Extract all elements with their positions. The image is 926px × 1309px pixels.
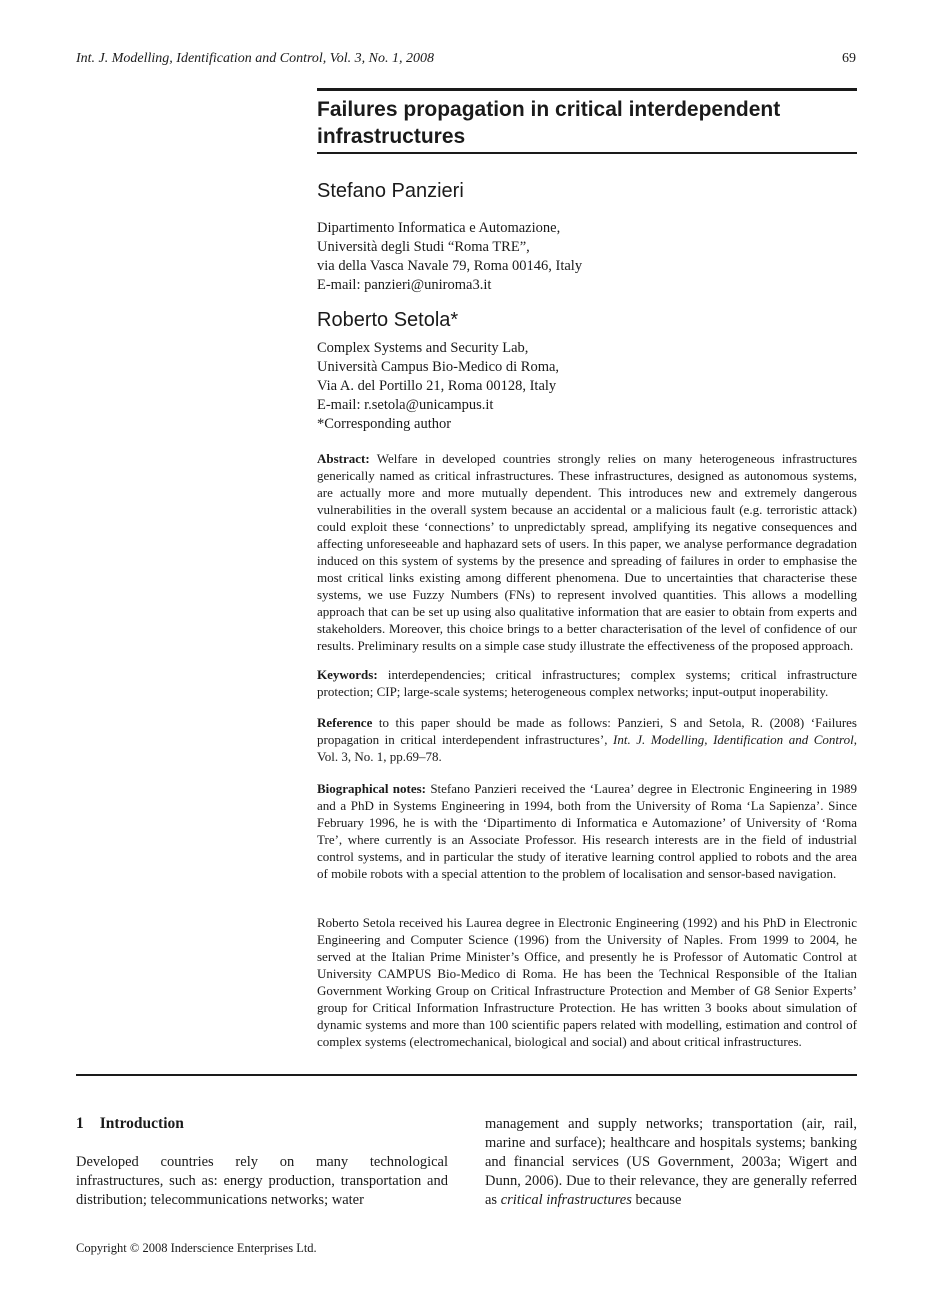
affiliation-line: Università Campus Bio-Medico di Roma, xyxy=(317,359,560,375)
abstract-bottom-rule xyxy=(76,1074,857,1076)
intro-left-column: Developed countries rely on many technological infrastructures, such as: energy production, transportation and distribution; telecommunications networks; water xyxy=(76,1154,448,1208)
reference-label: Reference xyxy=(317,715,373,730)
intro-right-text-end: because xyxy=(635,1192,682,1208)
bio-panzieri: Stefano Panzieri received the ‘Laurea’ degree in Electronic Engineering in 1989 and a PhD in Systems Engineering in 1994, both from the University of Roma ‘La Sapienza’. Since February 1996, he is with the ‘Dipartimento di Informatica e Automazione’ of University of ‘Roma Tre’, where currently is an Associate Professor. His research interests are in the field of industrial control systems, and in particular the study of iterative learning control applied to robots and the area of mobile robots with a special attention to the problem of localisation and sensor-based navigation. xyxy=(317,781,857,881)
running-head xyxy=(76,51,856,67)
keywords-label: Keywords: xyxy=(317,667,378,682)
reference-journal: Int. J. Modelling, Identification and Control xyxy=(613,732,854,747)
intro-right-column xyxy=(485,1115,857,1210)
abstract xyxy=(317,450,857,654)
affiliation-line: Complex Systems and Security Lab, xyxy=(317,340,529,356)
page-number: 69 xyxy=(842,51,856,66)
author-name-1: Stefano Panzieri xyxy=(317,180,464,202)
affiliation-line: Dipartimento Informatica e Automazione, xyxy=(317,220,561,236)
bio-setola: Roberto Setola received his Laurea degree in Electronic Engineering (1992) and his PhD in Electronic Engineering and Computer Science (1996) from the University of Naples. From 1999 to 2004, he served at the Italian Prime Minister’s Office, and presently he is Professor of Automatic Control at University CAMPUS Bio-Medico di Roma. He has been the Technical Responsible of the Italian Government Working Group on Critical Infrastructure Protection and Member of G8 Senior Experts’ group for Critical Information Infrastructure Protection. He has written 3 books about simulation of dynamic systems and more than 100 scientific papers related with modelling, estimation and control of complex systems (electromechanical, biological and social) and about critical infrastructures. xyxy=(317,915,857,1049)
affiliation-email: E-mail: r.setola@unicampus.it xyxy=(317,397,494,413)
title-top-rule xyxy=(317,88,857,91)
section-number: 1 xyxy=(76,1115,84,1132)
title-bottom-rule xyxy=(317,152,857,154)
affiliation-line: via della Vasca Navale 79, Roma 00146, Italy xyxy=(317,258,583,274)
biographical-notes xyxy=(317,780,857,882)
abstract-label: Abstract: xyxy=(317,451,370,466)
author-affiliation-1 xyxy=(317,219,857,295)
keywords xyxy=(317,666,857,700)
affiliation-email: E-mail: panzieri@uniroma3.it xyxy=(317,277,492,293)
section-heading-introduction xyxy=(76,1115,184,1133)
bio-label: Biographical notes: xyxy=(317,781,427,796)
paper-title: Failures propagation in critical interdependent infrastructures xyxy=(317,98,781,148)
affiliation-line: Università degli Studi “Roma TRE”, xyxy=(317,239,530,255)
author-name-2: Roberto Setola* xyxy=(317,309,459,331)
intro-italic-term: critical infrastructures xyxy=(500,1192,632,1208)
affiliation-line: Via A. del Portillo 21, Roma 00128, Italy xyxy=(317,378,557,394)
copyright-notice: Copyright © 2008 Inderscience Enterprises Ltd. xyxy=(76,1241,317,1255)
abstract-text: Welfare in developed countries strongly relies on many heterogeneous infrastructures generically named as critical infrastructures. These infrastructures, designed as autonomous systems, are actually more and more mutually dependent. This introduces new and extremely dangerous vulnerabilities in the overall system because an accidental or a malicious fault (e.g. terroristic attack) could exploit these ‘connections’ to unpredictably spread, amplifying its negative consequences and affecting unforeseeable and haphazard sets of users. In this paper, we analyse performance degradation induced on this system of systems by the presence and spreading of failures in order to emphasise the most critical links existing among different phenomena. Due to uncertainties that characterise these systems, we use Fuzzy Numbers (FNs) to represent involved quantities. This allows a modelling approach that can be set up using also qualitative information that are easier to obtain from experts and stakeholders. Moreover, this choice brings to a better characterisation of the level of confidence of our results. Preliminary results on a simple case study illustrate the effectiveness of the proposed approach. xyxy=(317,451,857,653)
corresponding-author-note: *Corresponding author xyxy=(317,416,452,432)
intro-right-text: management and supply networks; transportation (air, rail, marine and surface); healthcare and hospitals systems; banking and financial services (US Government, 2003a; Wigert and Dunn, 2006). Due to their relevance, they are generally referred as xyxy=(485,1116,857,1208)
journal-citation: Int. J. Modelling, Identification and Control, Vol. 3, No. 1, 2008 xyxy=(76,51,435,66)
section-title: Introduction xyxy=(99,1115,184,1132)
author-affiliation-2 xyxy=(317,339,857,434)
reference-text: to this paper should be made as follows: Panzieri, S and Setola, R. (2008) ‘Failures propagation in critical interdependent infrastructures’, xyxy=(317,715,857,747)
reference xyxy=(317,714,857,765)
keywords-text: interdependencies; critical infrastructures; complex systems; critical infrastructure protection; CIP; large-scale systems; heterogeneous complex networks; input-output inoperability. xyxy=(317,667,858,699)
reference-volume: , Vol. 3, No. 1, pp.69–78. xyxy=(317,732,857,764)
